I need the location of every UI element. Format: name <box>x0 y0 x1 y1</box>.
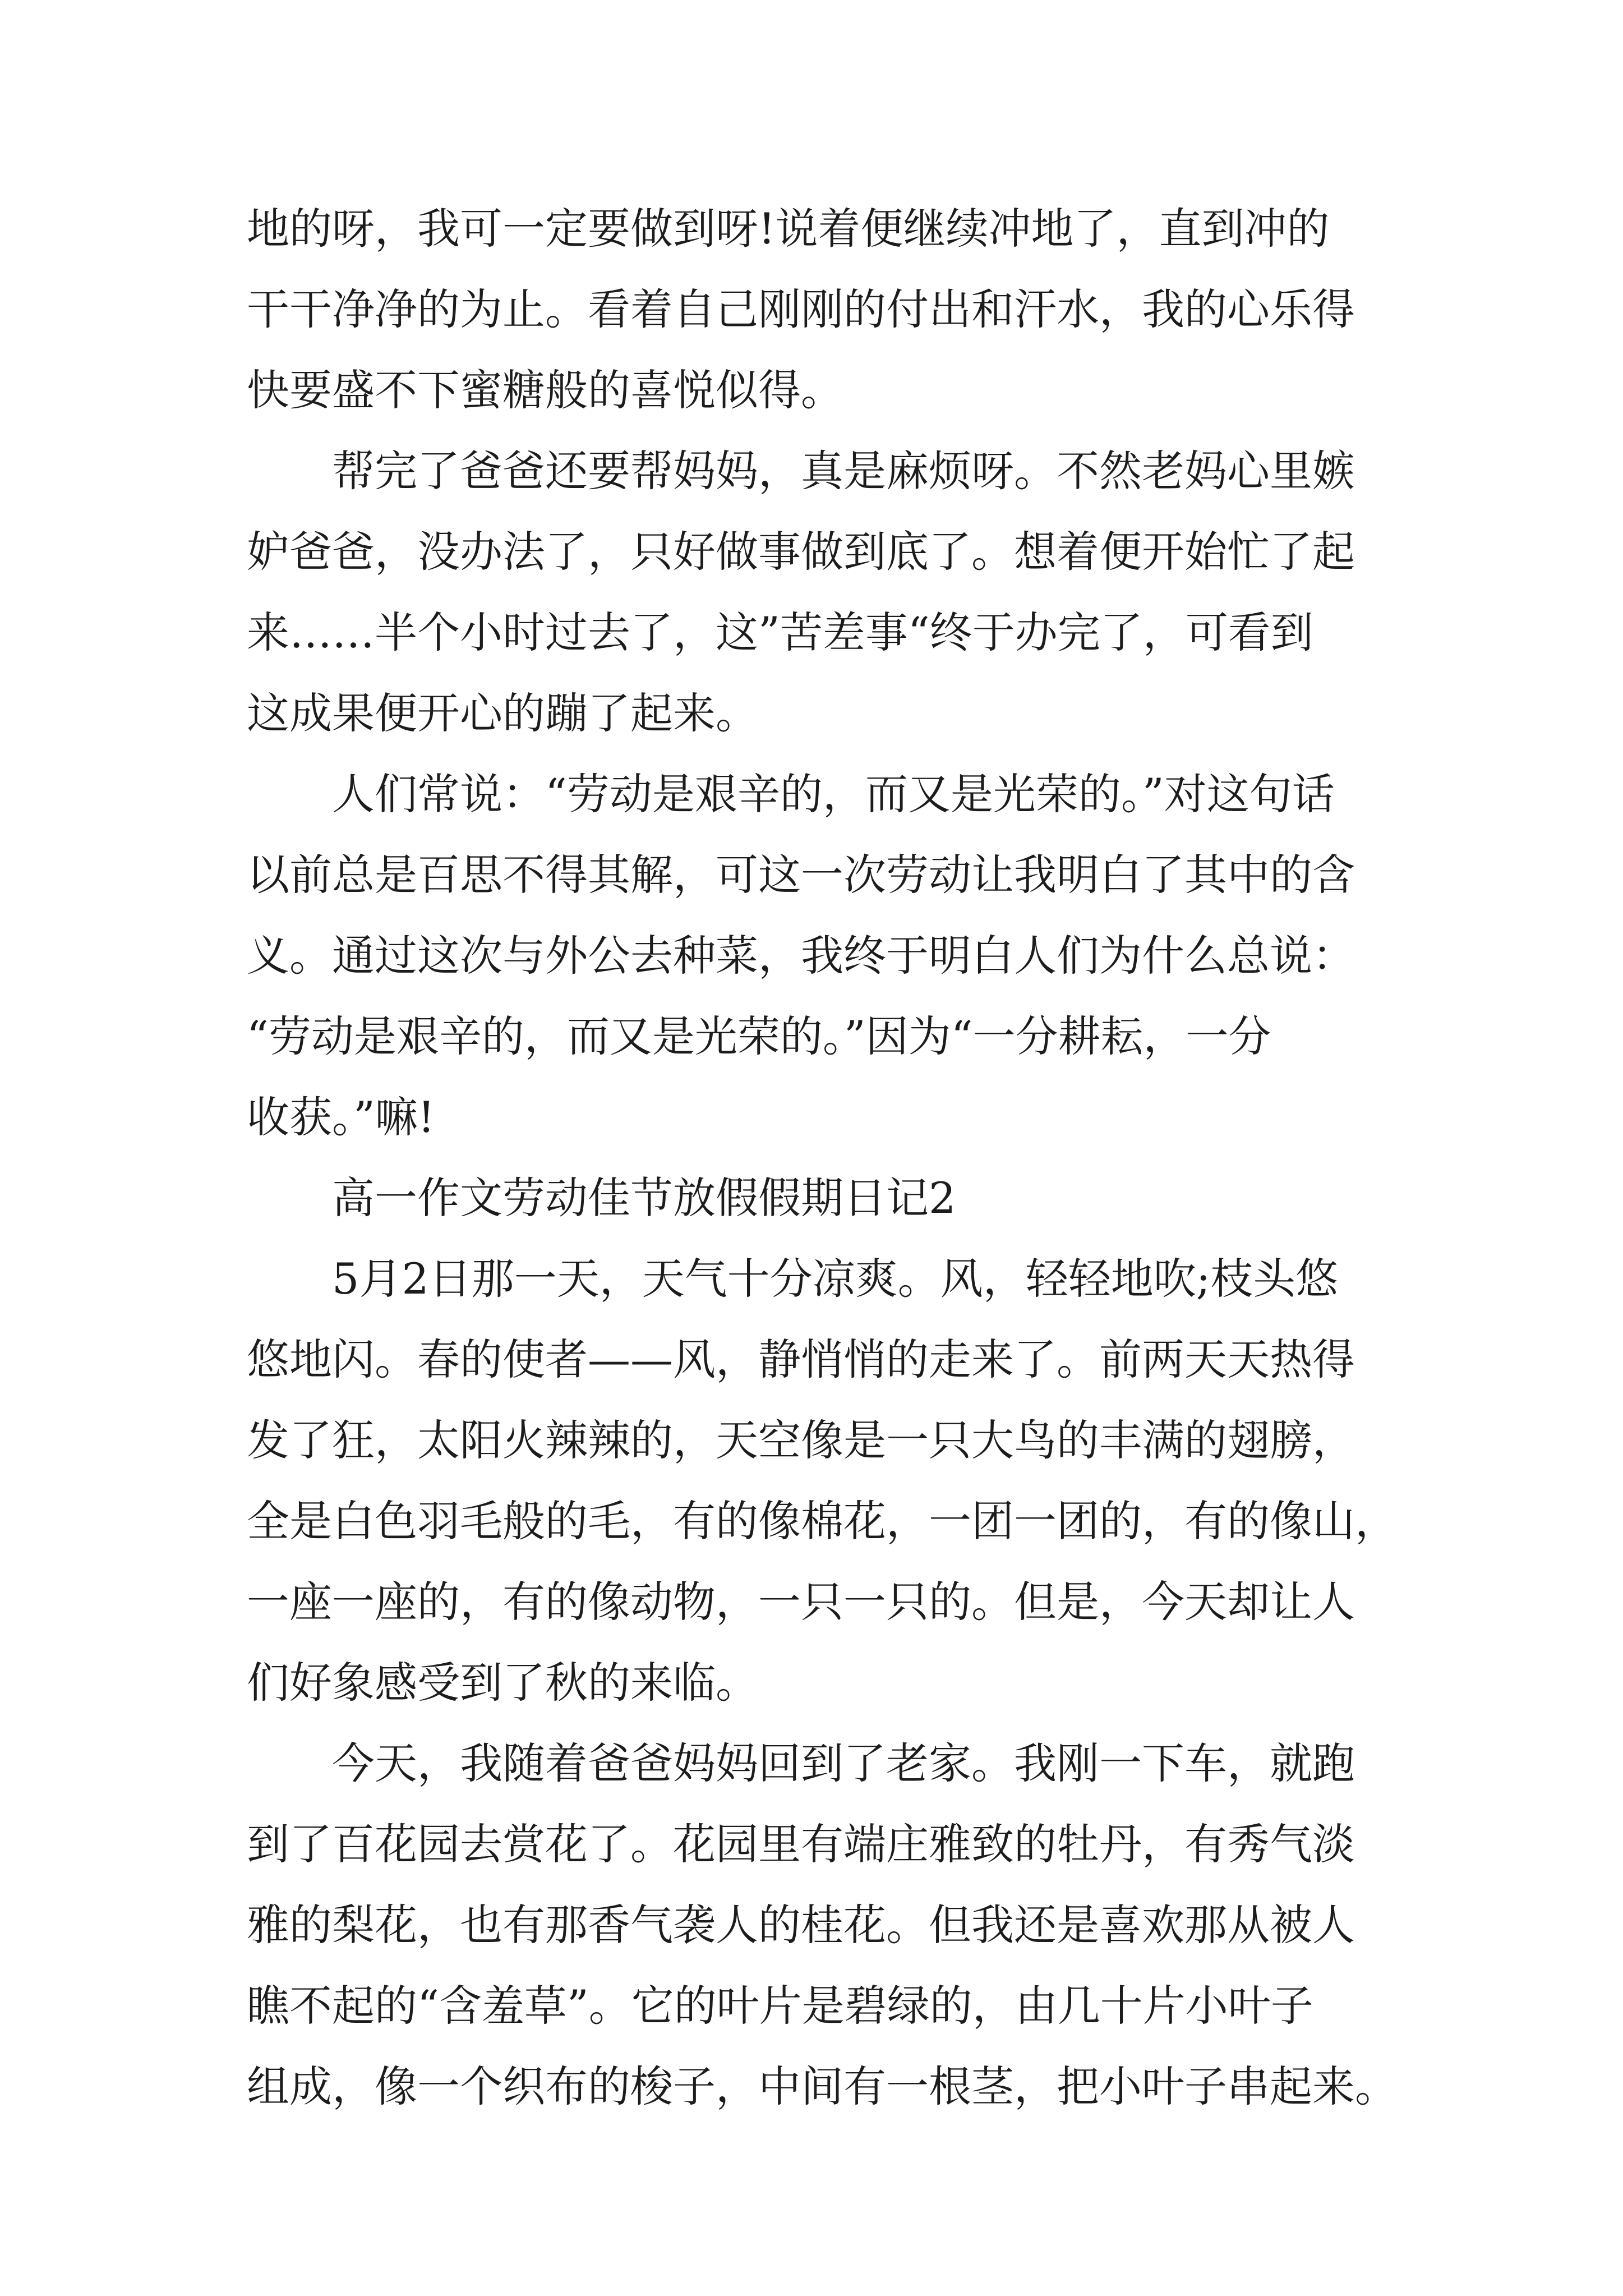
text-line-4: 帮完了爸爸还要帮妈妈，真是麻烦呀。不然老妈心里嫉 <box>332 446 1355 496</box>
text-line-15: 悠地闪。春的使者——风，静悄悄的走来了。前两天天热得 <box>247 1335 1355 1384</box>
text-line-10: 义。通过这次与外公去种菜，我终于明白人们为什么总说： <box>247 931 1355 981</box>
text-line-24: 组成，像一个织布的梭子，中间有一根茎，把小叶子串起来。 <box>247 2062 1398 2111</box>
text-line-12: 收获。”嘛! <box>247 1092 435 1142</box>
text-line-2: 干干净净的为止。看着自己刚刚的付出和汗水，我的心乐得 <box>247 284 1355 334</box>
section-heading: 高一作文劳动佳节放假假期日记2 <box>332 1173 956 1223</box>
text-line-23: 瞧不起的“含羞草”。它的叶片是碧绿的，由几十片小叶子 <box>247 1981 1313 2031</box>
text-line-3: 快要盛不下蜜糖般的喜悦似得。 <box>247 365 843 415</box>
text-line-9: 以前总是百思不得其解，可这一次劳动让我明白了其中的含 <box>247 850 1355 900</box>
text-line-7: 这成果便开心的蹦了起来。 <box>247 688 758 738</box>
text-line-8: 人们常说：“劳动是艰辛的，而又是光荣的。”对这句话 <box>332 769 1335 819</box>
text-line-20: 今天，我随着爸爸妈妈回到了老家。我刚一下车，就跑 <box>332 1738 1355 1788</box>
text-line-6: 来……半个小时过去了，这”苦差事“终于办完了，可看到 <box>247 608 1313 657</box>
text-line-5: 妒爸爸，没办法了，只好做事做到底了。想着便开始忙了起 <box>247 527 1355 577</box>
text-line-17: 全是白色羽毛般的毛，有的像棉花，一团一团的，有的像山， <box>247 1496 1398 1546</box>
text-line-19: 们好象感受到了秋的来临。 <box>247 1658 758 1708</box>
text-line-18: 一座一座的，有的像动物，一只一只的。但是，今天却让人 <box>247 1577 1355 1627</box>
text-line-1: 地的呀，我可一定要做到呀!说着便继续冲地了，直到冲的 <box>247 204 1330 254</box>
text-line-11: “劳动是艰辛的，而又是光荣的。”因为“一分耕耘，一分 <box>247 1011 1271 1061</box>
text-line-22: 雅的梨花，也有那香气袭人的桂花。但我还是喜欢那从被人 <box>247 1900 1355 1950</box>
text-line-14: 5月2日那一天，天气十分凉爽。风，轻轻地吹;枝头悠 <box>332 1254 1339 1304</box>
text-line-21: 到了百花园去赏花了。花园里有端庄雅致的牡丹，有秀气淡 <box>247 1819 1355 1869</box>
text-line-16: 发了狂，太阳火辣辣的，天空像是一只大鸟的丰满的翅膀， <box>247 1415 1355 1465</box>
